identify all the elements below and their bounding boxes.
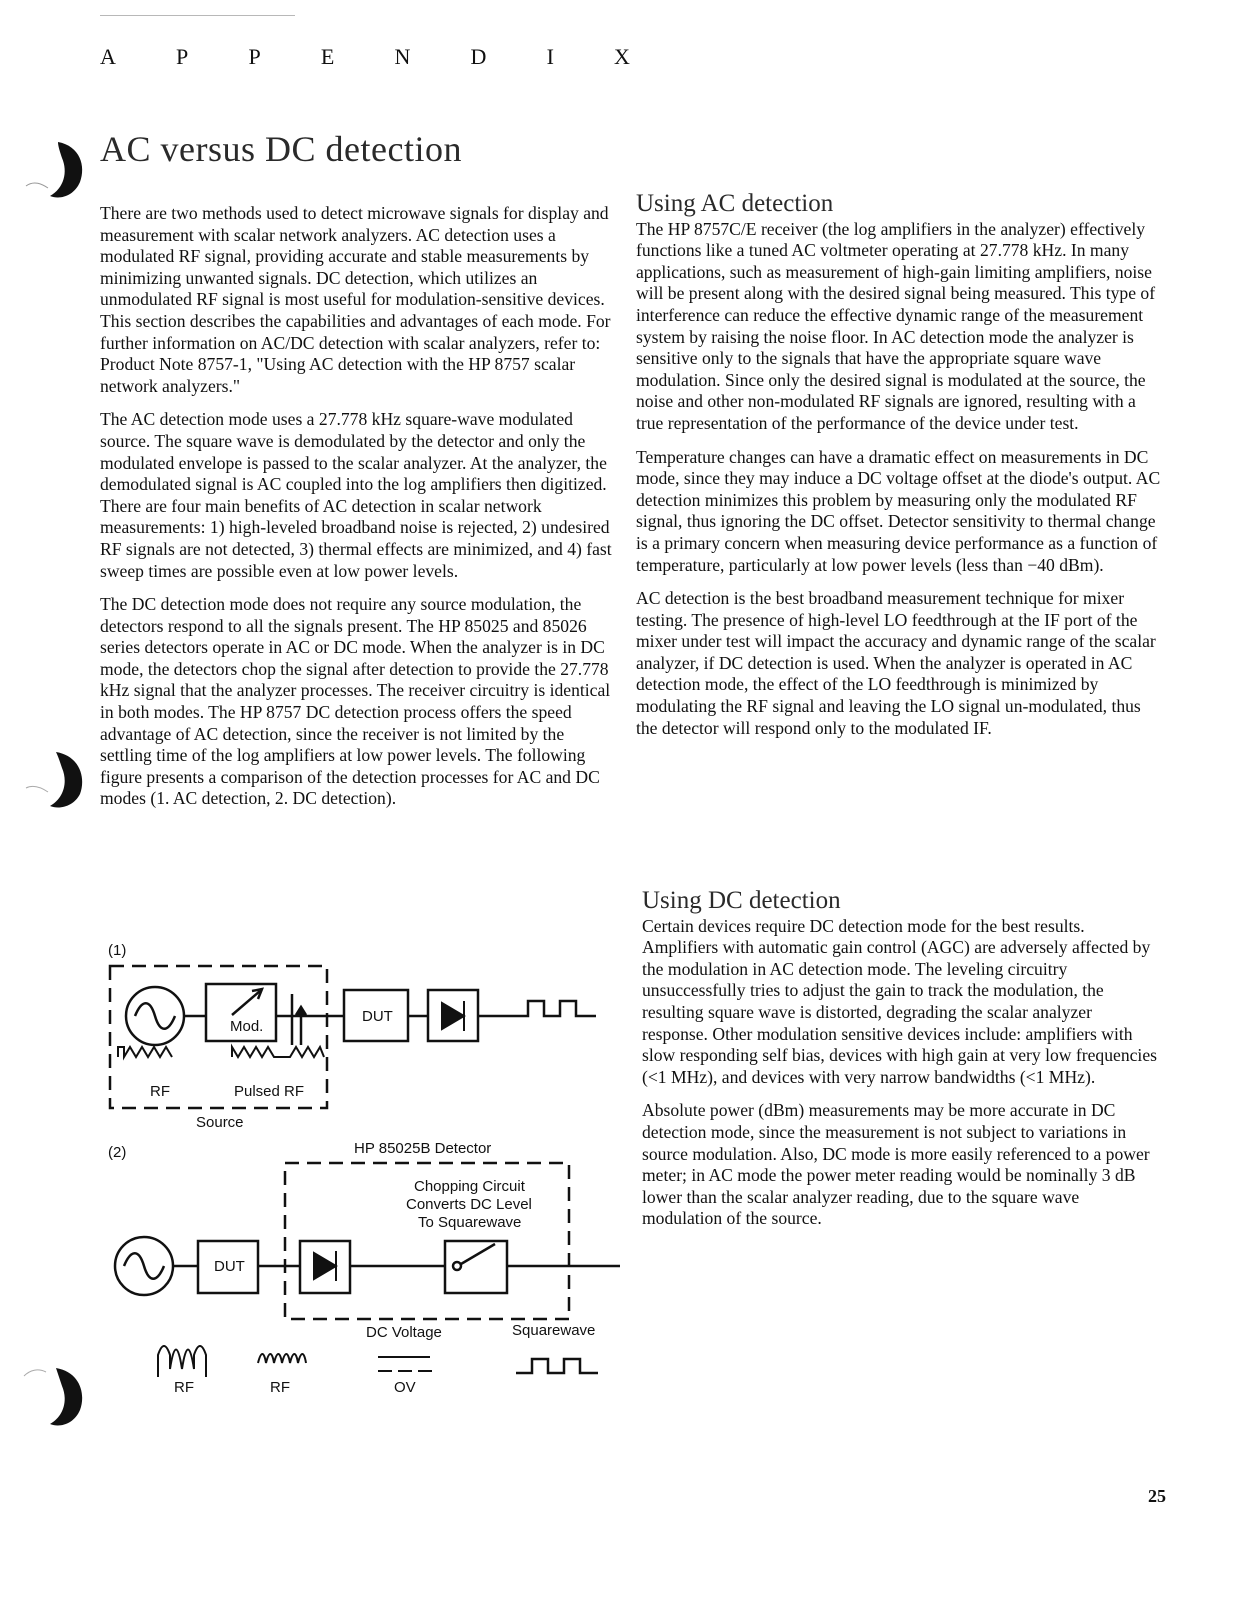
header-letter: X (614, 44, 630, 69)
sine-wave-icon (135, 1003, 175, 1029)
dc-voltage-label: DC Voltage (366, 1324, 442, 1341)
section-heading: Using AC detection (636, 190, 834, 217)
diode-icon (314, 1253, 336, 1279)
paragraph: Absolute power (dBm) measurements may be more accurate in DC detection mode, since the measurement is not subject to variations in source modulation. Also, DC mode is more easily referenced to a power meter; in AC mode the power meter reading would be nominally 3 dB lower than the scalar analyzer reading, due to the square wave modulation of the source. (642, 1100, 1150, 1229)
binder-hole-mark (20, 136, 90, 204)
ov-label: OV (394, 1379, 416, 1396)
ac-detection-section (636, 190, 1161, 751)
header-letter: N (394, 44, 411, 69)
dut-label: DUT (362, 1008, 393, 1025)
header-letter: P (248, 44, 261, 69)
detector-title: HP 85025B Detector (354, 1140, 492, 1157)
paragraph: There are two methods used to detect microwave signals for display and measurement with scalar network analyzers. AC detection uses a modulated RF signal, providing accurate and stable measurements by minimizing unwanted signals. DC detection, which utilizes an unmodulated RF signal is most useful for modulation-sensitive devices. This section describes the capabilities and advantages of each mode. For further information on AC/DC detection with scalar analyzers, refer to: Product Note 8757-1, "Using AC detection with the HP 8757 scalar network analyzers." (100, 203, 611, 396)
pulsed-rf-label: Pulsed RF (234, 1083, 305, 1100)
chopping-text: Chopping Circuit (414, 1178, 525, 1195)
header-letter: E (320, 44, 335, 69)
squarewave-icon (516, 1359, 598, 1373)
header-letter: P (176, 44, 189, 69)
rf-wave-icon (118, 1047, 172, 1057)
paragraph: AC detection is the best broadband measurement technique for mixer testing. The presence of high-level LO feedthrough at the IF port of the mixer under test will impact the accuracy and dynamic range of the scalar analyzer, if DC detection is used. When the analyzer is operated in AC detection mode, the effect of the LO feedthrough is minimized by modulating the RF signal and leaving the LO signal un-modulated, thus the detector will respond only to the modulated IF. (636, 588, 1156, 738)
squarewave-icon (510, 1001, 596, 1016)
pulsed-rf-wave-icon (232, 1047, 324, 1057)
sine-wave-icon (124, 1253, 164, 1279)
paragraph: Certain devices require DC detection mode for the best results. Amplifiers with automatic gain control (AGC) are adversely affected by the modulation in AC detection mode. The leveling circuitry unsuccessfully tries to adjust the gain to track the modulation, the resulting square wave is distorted, degrading the scalar analyzer response. Other modulation sensitive devices include: amplifiers with slow responding self bias, devices with high gain at very low frequencies (<1 MHz), and devices with very narrow bandwidths (<1 MHz). (642, 915, 1157, 1087)
header-letter: D (470, 44, 487, 69)
paragraph: The DC detection mode does not require any source modulation, the detectors respond to all the signals present. The HP 85025 and 85026 series detectors operate in AC or DC mode. When the analyzer is in DC mode, the detectors chop the signal after detection to provide the 27.778 kHz signal that the analyzer processes. The receiver circuitry is identical in both modes. The HP 8757 DC detection process offers the speed advantage of AC detection, since the receiver is not limited by the settling time of the log amplifiers at low power levels. The following figure presents a comparison of the detection processes for AC and DC modes (1. AC detection, 2. DC detection). (100, 594, 611, 809)
mod-label: Mod. (230, 1018, 264, 1035)
dut-label: DUT (214, 1258, 245, 1275)
header-letter: A (100, 44, 116, 69)
binder-hole-mark (22, 748, 92, 814)
paragraph: The AC detection mode uses a 27.778 kHz square-wave modulated source. The square wave is demodulated by the detector and only the modulated envelope is passed to the scalar analyzer. At the analyzer, the demodulated signal is AC coupled into the log amplifiers then digitized. There are four main benefits of AC detection in scalar network measurements: 1) high-leveled broadband noise is rejected, 2) undesired RF signals are not detected, 3) thermal effects are minimized, and 4) fast sweep times are possible even at low power levels. (100, 409, 612, 581)
squarewave-label: Squarewave (512, 1322, 596, 1339)
chopping-text: Converts DC Level (406, 1196, 532, 1213)
rf-wave-icon (158, 1346, 206, 1377)
figure-label-2: (2) (108, 1144, 127, 1161)
rf-label: RF (150, 1083, 170, 1100)
diode-icon (442, 1003, 464, 1029)
header-letter: I (546, 44, 554, 69)
source-label: Source (196, 1114, 244, 1131)
section-heading: Using DC detection (642, 887, 841, 914)
header-rule (100, 15, 295, 16)
chopping-text: To Squarewave (418, 1214, 522, 1231)
paragraph: Temperature changes can have a dramatic effect on measurements in DC mode, since they may induce a DC voltage offset at the diode's output. AC detection minimizes this problem by measuring only the modulated RF signal, thus ignoring the DC offset. Detector sensitivity to thermal change is a primary concern when measuring device performance as a function of temperature, particularly at low power levels (less than −40 dBm). (636, 446, 1161, 575)
paragraph: The HP 8757C/E receiver (the log amplifiers in the analyzer) effectively functions like a tuned AC voltmeter operating at 27.778 kHz. In many applications, such as measurement of high-gain limiting amplifiers, noise will be present along with the desired signal being measured. This type of interference can reduce the effective dynamic range of the measurement system by raising the noise floor. In AC detection mode the analyzer is sensitive only to the signals that have the appropriate square wave modulation. Since only the desired signal is modulated at the source, the noise and other non-modulated RF signals are ignored, resulting with a true representation of the performance of the device under test. (636, 218, 1156, 433)
dc-detection-section (642, 887, 1162, 1242)
page-title: AC versus DC detection (100, 129, 462, 169)
rf-label: RF (174, 1379, 194, 1396)
rf-wave-icon (258, 1354, 306, 1363)
rf-label: RF (270, 1379, 290, 1396)
appendix-header (100, 44, 630, 70)
detection-figure (100, 935, 630, 1405)
page-number: 25 (1148, 1486, 1166, 1506)
left-column (100, 203, 615, 822)
figure-label-1: (1) (108, 942, 127, 959)
binder-hole-mark (20, 1362, 92, 1432)
